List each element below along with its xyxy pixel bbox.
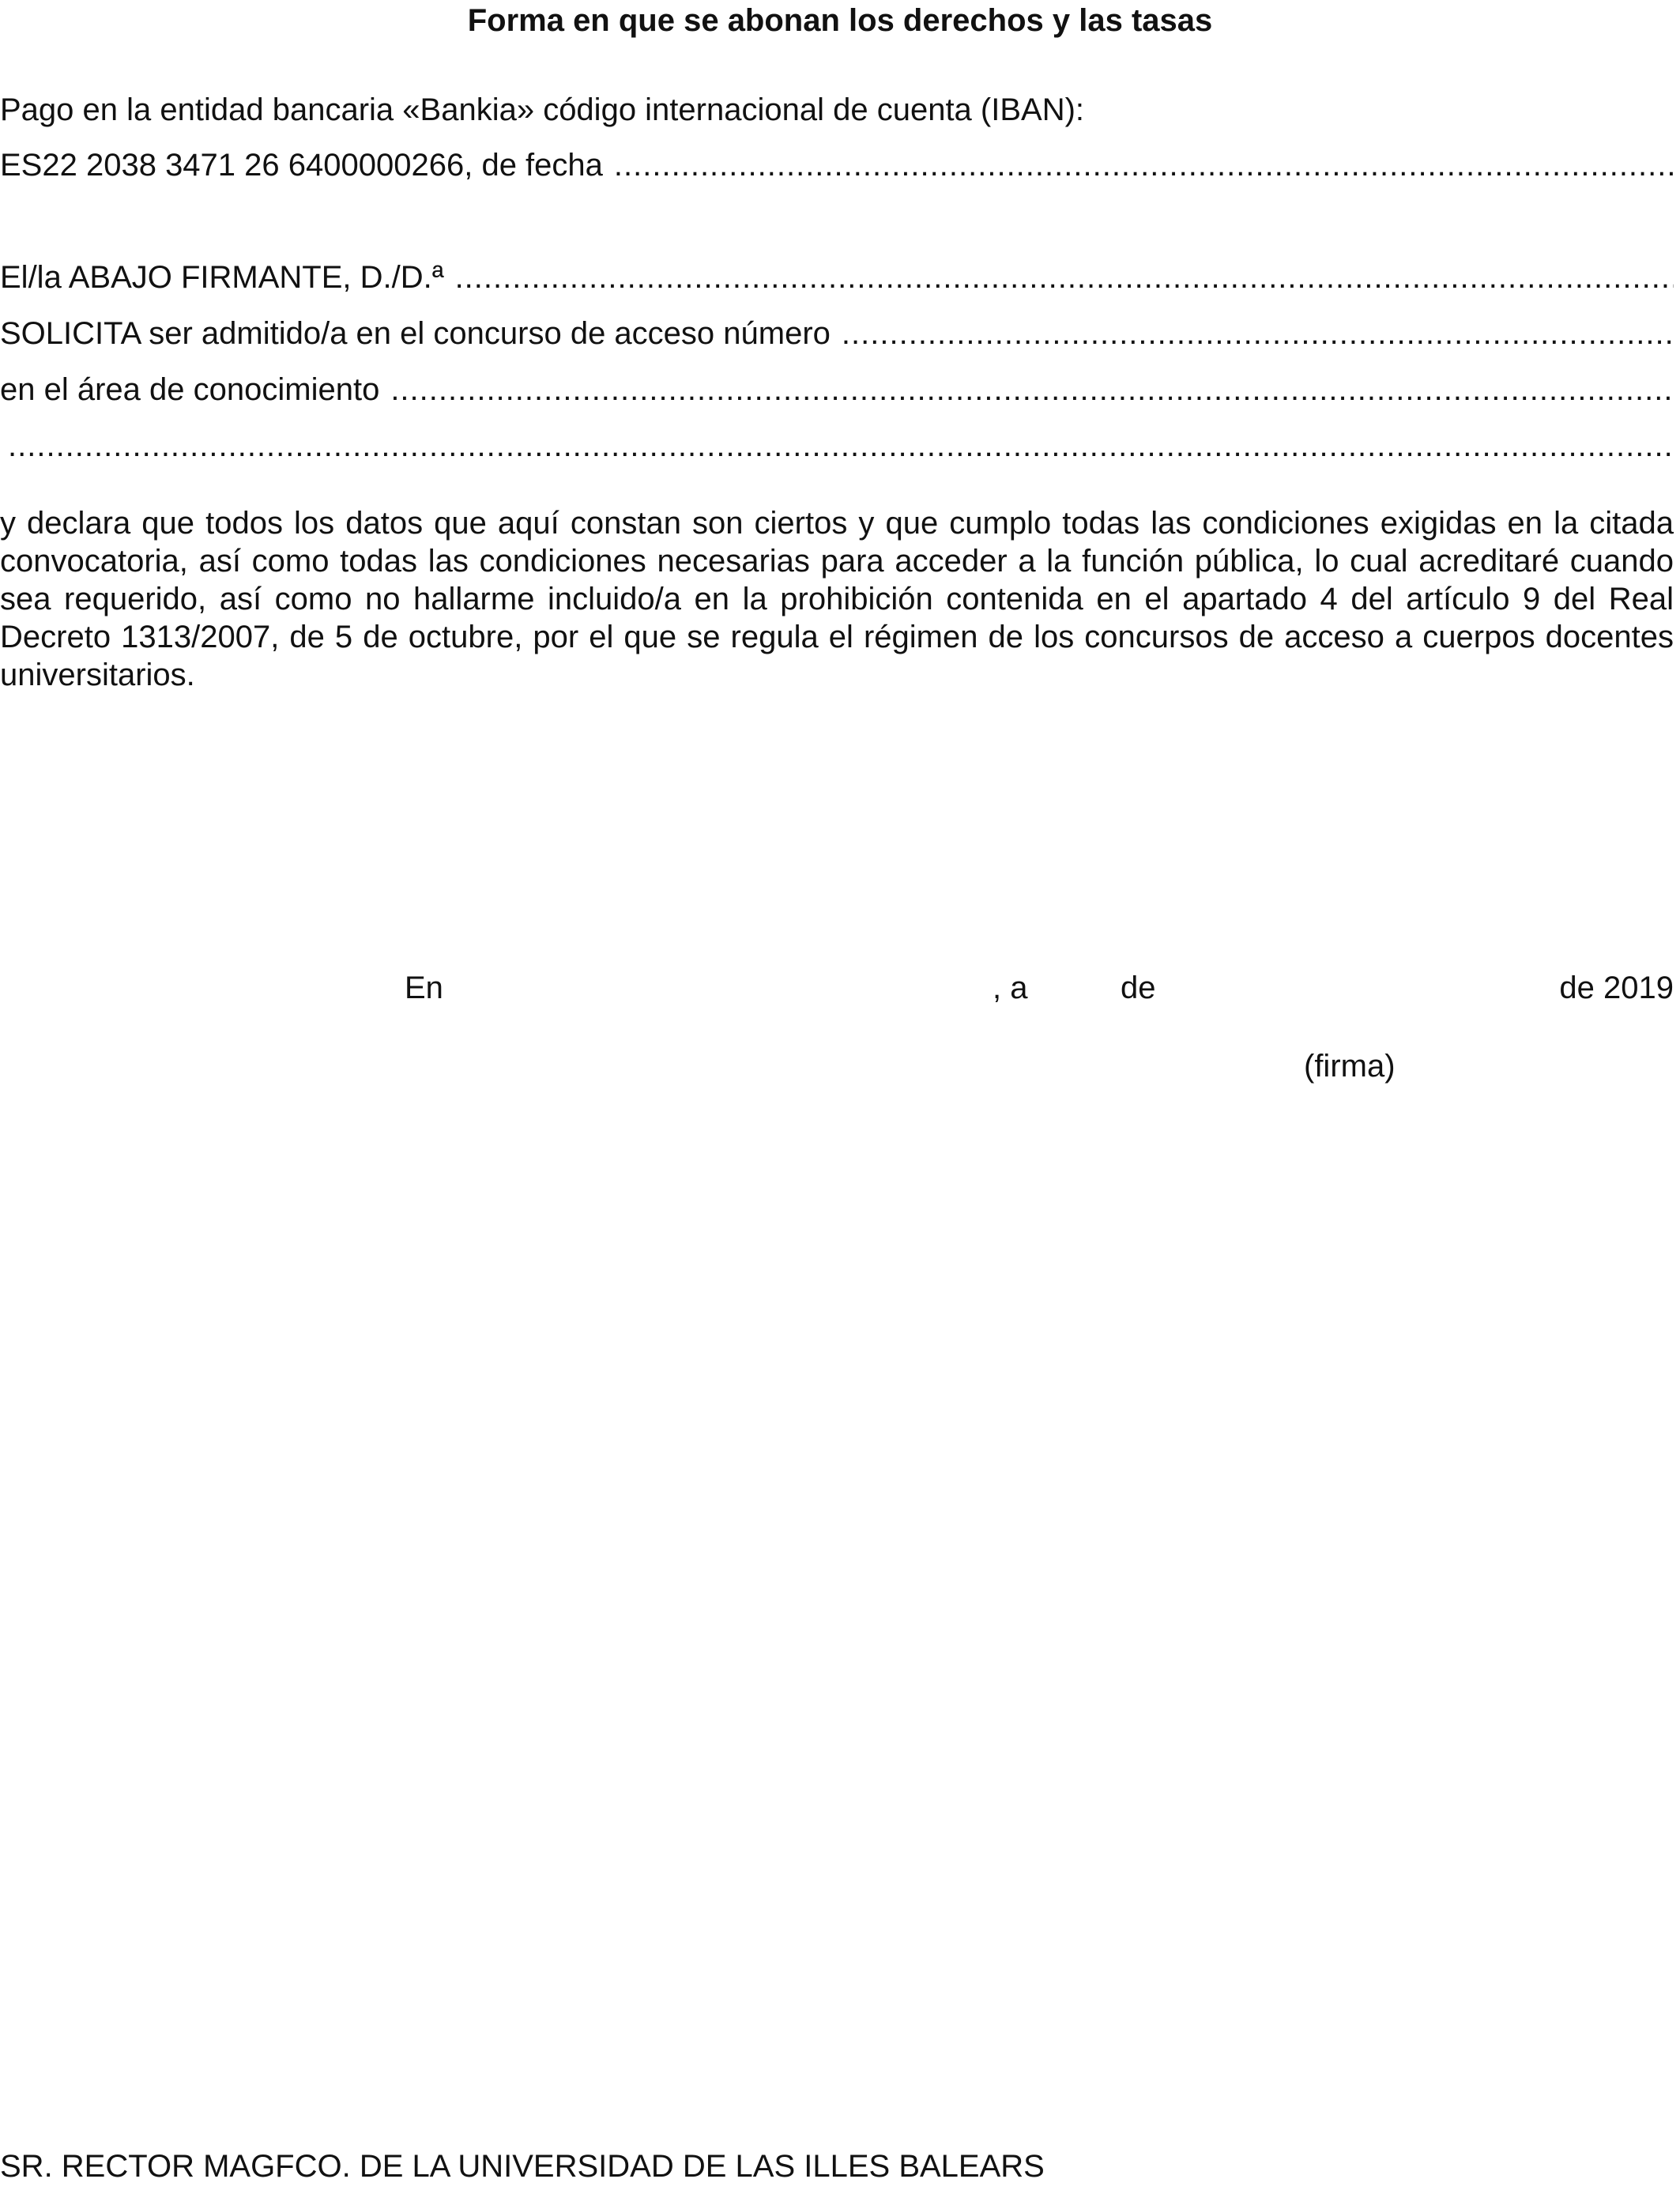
page-title: Forma en que se abonan los derechos y las tasas: [467, 3, 1213, 38]
signer-label: El/la ABAJO FIRMANTE, D./D.ª: [0, 260, 444, 295]
month-de-label: de: [1121, 971, 1156, 1005]
request-label: SOLICITA ser admitido/a en el concurso de acceso número: [0, 316, 831, 351]
area-continuation-line: [8, 427, 1674, 465]
payment-date-fill-field[interactable]: [614, 146, 1674, 184]
addressee-label: SR. RECTOR MAGFCO. DE LA UNIVERSIDAD DE LAS ILLES BALEARS: [0, 2149, 1045, 2184]
area-label: en el área de conocimiento: [0, 372, 380, 407]
signature-label: (firma): [1304, 1049, 1396, 1084]
day-a-label: , a: [993, 971, 1028, 1005]
payment-iban-date-line: [0, 146, 1674, 184]
area-continuation-fill-field[interactable]: [8, 427, 1674, 465]
contest-number-fill-field[interactable]: [842, 315, 1674, 352]
place-en-label: En: [405, 971, 443, 1005]
signer-line: [0, 258, 1674, 296]
payment-bank-line: Pago en la entidad bancaria «Bankia» código internacional de cuenta (IBAN):: [0, 92, 1085, 127]
declaration-paragraph: y declara que todos los datos que aquí constan son ciertos y que cumplo todas las condiciones exigidas en la citada convocatoria, así como todas las condiciones necesarias para acceder a la función pública, lo cual acreditaré cuando sea requerido, así como no hallarme incluido/a en la prohibición contenida en el apartado 4 del artículo 9 del Real Decreto 1313/2007, de 5 de octubre, por el que se regula el régimen de los concursos de acceso a cuerpos docentes universitarios.: [0, 506, 1674, 692]
area-fill-field[interactable]: [390, 371, 1674, 409]
request-line: [0, 315, 1674, 352]
area-line: [0, 371, 1674, 409]
signer-name-fill-field[interactable]: [455, 258, 1674, 296]
payment-iban-label: ES22 2038 3471 26 6400000266, de fecha: [0, 148, 603, 183]
year-label: de 2019: [1559, 971, 1674, 1005]
